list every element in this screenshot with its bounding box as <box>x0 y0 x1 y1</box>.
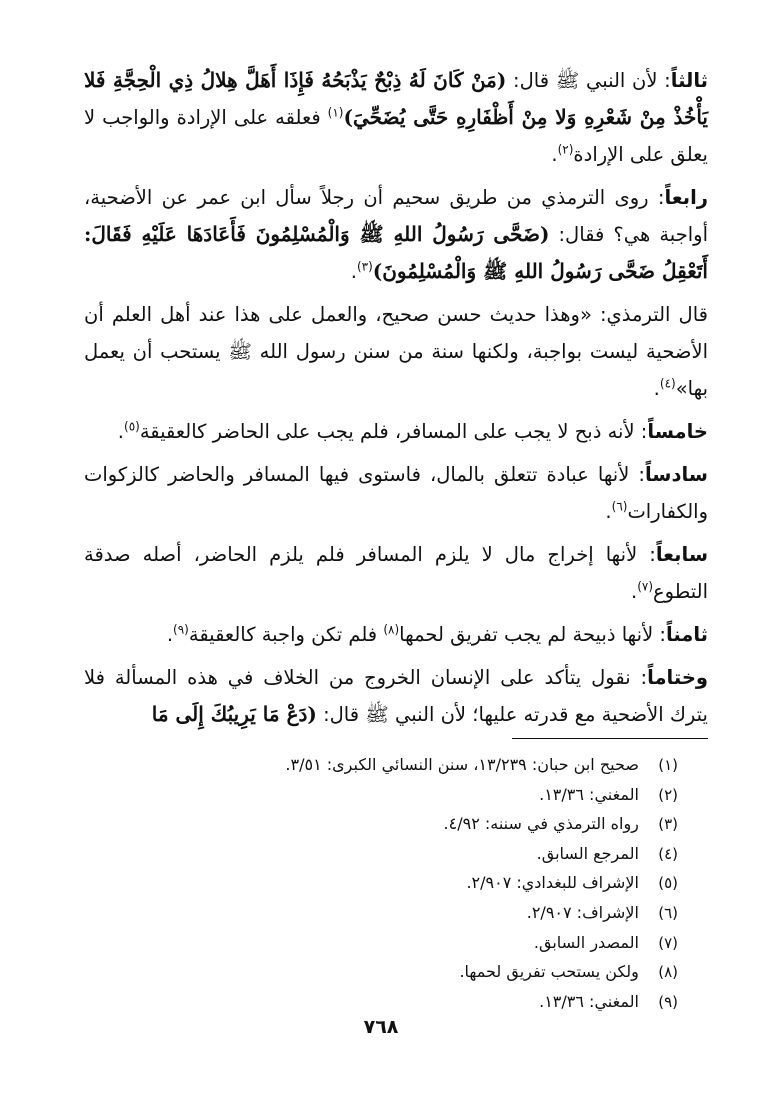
paragraph-end: . <box>117 420 124 443</box>
footnote-marker[interactable]: (٩) <box>173 622 189 637</box>
footnotes-list <box>118 750 678 1016</box>
paragraph-end: . <box>166 623 174 646</box>
footnote-item <box>118 839 678 869</box>
footnote-item <box>118 868 678 898</box>
paragraph-text: : نقول يتأكد على الإنسان الخروج من الخلاف في هذه المسألة فلا يترك الأضحية مع قدرته عليها؛ لأن النبي ﷺ قال: <box>84 666 708 726</box>
footnote-marker[interactable]: (٨) <box>383 622 400 637</box>
footnote-item <box>118 957 678 987</box>
footnote-text: المغني: ١٣/٣٦. <box>539 991 639 1011</box>
footnote-marker[interactable]: (٤) <box>659 376 676 391</box>
footnote-text: المرجع السابق. <box>536 843 639 863</box>
footnote-text: ولكن يستحب تفريق لحمها. <box>459 962 639 982</box>
hadith-quote: (مَنْ كَانَ لَهُ ذِبْحٌ يَذْبَحُهُ فَإِذَا أَهَلَّ هِلالُ ذِي الْحِجَّةِ فَلا يَأْخُذْ مِنْ شَعْرِهِ وَلا مِنْ أَظْفَارِهِ حَتَّى يُضَحِّيَ) <box>84 68 708 129</box>
hadith-quote: (دَعْ مَا يَرِيبُكَ إِلَى مَا <box>151 702 317 726</box>
footnote-item <box>118 809 678 839</box>
paragraph-fourth-reason <box>84 179 708 290</box>
paragraph-end: . <box>605 500 612 523</box>
hadith-quote: (ضَحَّى رَسُولُ اللهِ ﷺ وَالْمُسْلِمُونَ فَأَعَادَهَا عَلَيْهِ فَقَالَ: أَتَعْقِلُ ضَحَّى رَسُولُ اللهِ ﷺ وَالْمُسْلِمُونَ) <box>84 222 708 283</box>
footnote-item <box>118 750 678 780</box>
paragraph-conclusion <box>84 659 708 733</box>
paragraph-text: : لأن النبي ﷺ قال: <box>506 69 671 92</box>
paragraph-end: . <box>551 143 558 166</box>
footnote-item <box>118 987 678 1017</box>
paragraph-text: : لأنها ذبيحة لم يجب تفريق لحمها <box>399 623 666 646</box>
footnote-text: رواه الترمذي في سننه: ٤/٩٢. <box>443 814 639 834</box>
page-number: ٧٦٨ <box>363 1016 399 1038</box>
paragraph-lead: سادساً <box>644 463 708 486</box>
footnote-marker[interactable]: (١) <box>327 105 344 120</box>
paragraph-lead: ثامناً <box>666 623 708 646</box>
paragraph-end: . <box>350 260 357 283</box>
footnote-divider <box>512 738 708 739</box>
paragraph-lead: ثالثاً <box>670 69 708 92</box>
paragraph-text: : روى الترمذي من طريق سحيم أن رجلاً سأل ابن عمر عن الأضحية، أواجبة هي؟ فقال: <box>84 186 708 246</box>
footnote-item <box>118 898 678 928</box>
footnote-text: صحيح ابن حبان: ١٣/٢٣٩، سنن النسائي الكبرى: ٣/٥١. <box>285 755 639 774</box>
footnote-number: (٩) <box>658 992 678 1011</box>
footnote-marker[interactable]: (٢) <box>557 142 574 157</box>
paragraph-lead: رابعاً <box>664 186 708 209</box>
footnote-number: (٣) <box>658 815 678 834</box>
footnote-number: (٥) <box>658 874 678 893</box>
paragraph-lead: خامساً <box>647 420 708 443</box>
paragraph-text: قال الترمذي: «وهذا حديث حسن صحيح، والعمل على هذا عند أهل العلم أن الأضحية ليست بواجبة، ولكنها سنة من سنن رسول الله ﷺ يستحب أن يعمل بها» <box>84 303 708 400</box>
footnote-item <box>118 928 678 958</box>
paragraph-seventh-reason <box>84 536 708 610</box>
paragraph-third-reason <box>84 62 708 173</box>
footnote-number: (٨) <box>658 963 678 982</box>
paragraph-lead: وختاماً <box>647 666 708 689</box>
footnote-text: الإشراف: ٢/٩٠٧. <box>526 902 639 922</box>
paragraph-text: فعلقه على الإرادة والواجب لا يعلق على الإرادة <box>84 106 708 166</box>
footnote-number: (٦) <box>658 903 678 922</box>
footnote-text: الإشراف للبغدادي: ٢/٩٠٧. <box>466 873 639 893</box>
footnote-number: (٢) <box>658 785 678 804</box>
paragraph-text: : لأنها عبادة تتعلق بالمال، فاستوى فيها المسافر والحاضر كالزكوات والكفارات <box>84 463 708 523</box>
footnote-number: (١) <box>658 756 678 774</box>
paragraph-eighth-reason <box>84 616 708 653</box>
paragraph-sixth-reason <box>84 456 708 530</box>
footnote-text: المغني: ١٣/٣٦. <box>539 784 639 804</box>
paragraph-tirmidhi-quote <box>84 296 708 407</box>
paragraph-end: . <box>653 377 660 400</box>
footnote-marker[interactable]: (٧) <box>637 579 654 594</box>
footnote-number: (٧) <box>658 933 678 952</box>
main-text <box>84 62 708 739</box>
paragraph-lead: سابعاً <box>655 543 708 566</box>
paragraph-end: . <box>631 580 638 603</box>
footnote-text: المصدر السابق. <box>533 932 639 952</box>
footnote-number: (٤) <box>658 844 678 863</box>
footnote-marker[interactable]: (٥) <box>124 419 140 434</box>
paragraph-text: : لأنه ذبح لا يجب على المسافر، فلم يجب على الحاضر كالعقيقة <box>139 420 648 443</box>
footnote-marker[interactable]: (٦) <box>611 499 628 514</box>
paragraph-fifth-reason <box>84 413 708 450</box>
footnote-marker[interactable]: (٣) <box>356 259 373 274</box>
paragraph-text: : لأنها إخراج مال لا يلزم المسافر فلم يلزم الحاضر، أصله صدقة التطوع <box>84 543 708 603</box>
paragraph-text: فلم تكن واجبة كالعقيقة <box>188 623 384 646</box>
footnote-item <box>118 780 678 810</box>
